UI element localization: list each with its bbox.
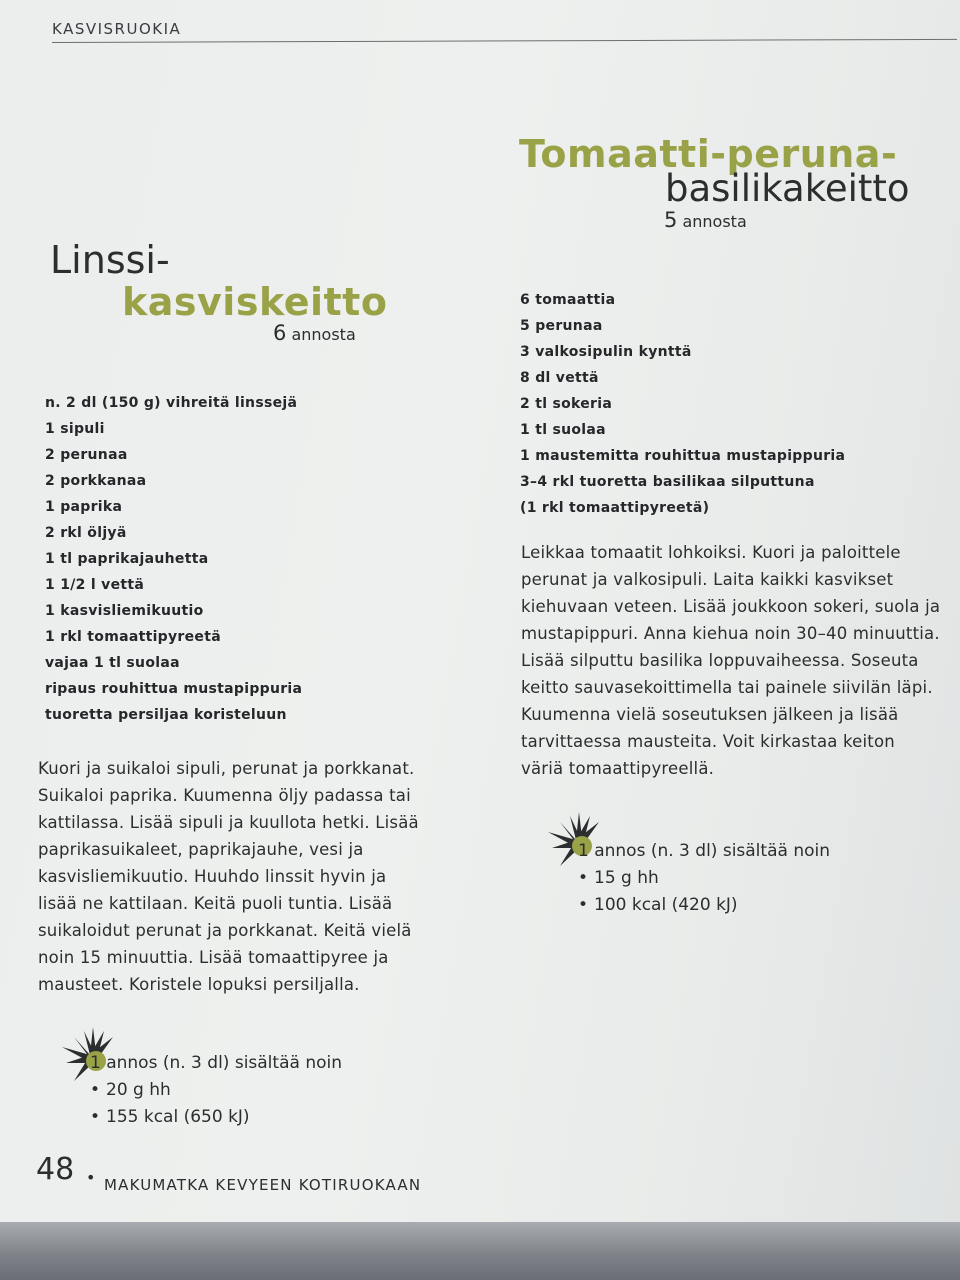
ingredient-item: 1 tl paprikajauhetta [45,551,209,567]
header-divider [52,39,957,43]
right-nutrition-box [578,838,830,919]
ingredient-item: 1 sipuli [45,421,105,437]
ingredient-item: 1 kasvisliemikuutio [45,603,204,619]
ingredient-item: (1 rkl tomaattipyreetä) [520,500,710,516]
nutrition-heading: 1 annos (n. 3 dl) sisältää noin [90,1053,342,1073]
ingredient-item: 3 valkosipulin kynttä [520,344,692,360]
footer-separator: • [86,1168,96,1187]
ingredient-item: 1 paprika [45,499,123,515]
right-ingredient-list [520,287,845,521]
ingredient-item: vajaa 1 tl suolaa [45,655,180,671]
left-recipe-method: Kuori ja suikaloi sipuli, perunat ja porkkanat. Suikaloi paprika. Kuumenna öljy padassa tai kattilassa. Lisää sipuli ja kuullota hetki. Lisää paprikasuikaleet, paprikajauhe, vesi ja kasvisliemikuutio. Huuhdo linssit hyvin ja lisää ne kattilaan. Keitä puoli tuntia. Lisää suikaloidut perunat ja porkkanat. Keitä vielä noin 15 minuuttia. Lisää tomaattipyree ja mausteet. Koristele lopuksi persiljalla. [38,759,419,994]
left-nutrition-box [90,1050,342,1131]
left-ingredient-list [45,390,302,728]
ingredient-item: 1 tl suolaa [520,422,606,438]
servings-number: 6 [273,321,287,345]
section-header: KASVISRUOKIA [52,20,182,38]
ingredient-item: 5 perunaa [520,318,603,334]
nutrition-heading: 1 annos (n. 3 dl) sisältää noin [578,841,830,861]
ingredient-item: tuoretta persiljaa koristeluun [45,707,287,723]
left-recipe-title-line1: Linssi- [50,238,170,282]
right-recipe-servings [664,208,747,232]
left-recipe-servings [273,321,356,345]
ingredient-item: 1 1/2 l vettä [45,577,145,593]
ingredient-item: 2 tl sokeria [520,396,613,412]
ingredient-item: ripaus rouhittua mustapippuria [45,681,303,697]
book-title: MAKUMATKA KEVYEEN KOTIRUOKAAN [104,1176,422,1194]
ingredient-item: n. 2 dl (150 g) vihreitä linssejä [45,395,298,411]
table-surface [0,1222,960,1280]
ingredient-item: 6 tomaattia [520,292,616,308]
ingredient-item: 1 maustemitta rouhittua mustapippuria [520,448,846,464]
ingredient-item: 2 rkl öljyä [45,525,127,541]
ingredient-item: 8 dl vettä [520,370,599,386]
nutrition-item: • 155 kcal (650 kJ) [90,1107,250,1127]
show-through-title [56,78,68,118]
nutrition-item: • 100 kcal (420 kJ) [578,895,738,915]
nutrition-item: • 20 g hh [90,1080,171,1100]
ingredient-item: 2 perunaa [45,447,128,463]
ingredient-item: 3–4 rkl tuoretta basilikaa silputtuna [520,474,815,490]
right-recipe-method: Leikkaa tomaatit lohkoiksi. Kuori ja paloittele perunat ja valkosipuli. Laita kaikki kasvikset kiehuvaan veteen. Lisää joukkoon sokeri, suola ja mustapippuri. Anna kiehua noin 30–40 minuuttia. Lisää silputtu basilika loppuvaiheessa. Soseuta keitto sauvasekoittimella tai painele siivilän läpi. Kuumenna vielä soseutuksen jälkeen ja lisää tarvittaessa mausteita. Voit kirkastaa keiton väriä tomaattipyreellä. [521,543,941,778]
left-recipe-title-line2: kasviskeitto [122,280,388,324]
page-number: 48 [36,1152,75,1187]
nutrition-item: • 15 g hh [578,868,659,888]
right-recipe-title-line2: basilikakeitto [665,167,910,210]
servings-unit: annosta [682,212,747,231]
servings-number: 5 [664,208,678,232]
ingredient-item: 1 rkl tomaattipyreetä [45,629,221,645]
servings-unit: annosta [291,325,356,344]
right-recipe-title-line1: Tomaatti-peruna- [519,132,898,176]
ingredient-item: 2 porkkanaa [45,473,147,489]
